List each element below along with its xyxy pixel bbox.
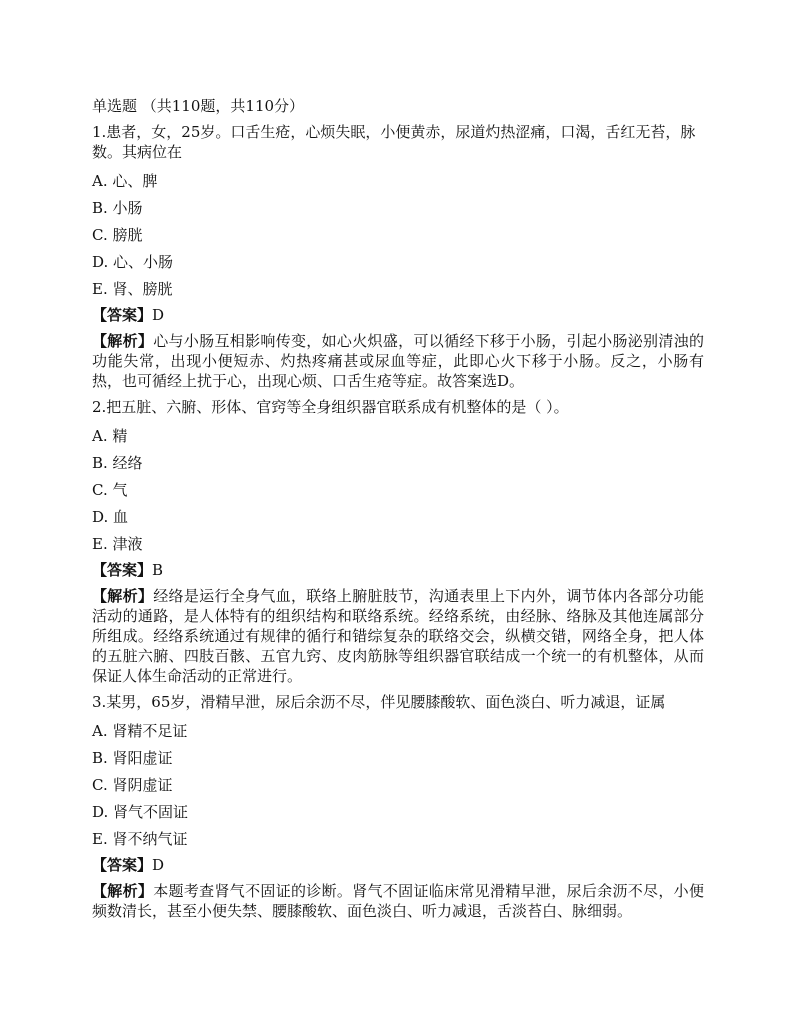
- option-a: A. 心、脾: [92, 172, 158, 190]
- option-b: B. 肾阳虚证: [92, 749, 173, 767]
- analysis-tag: 【解析】: [92, 587, 154, 605]
- answer-value: B: [152, 561, 164, 579]
- analysis-tag: 【解析】: [92, 882, 154, 900]
- analysis-text: 经络是运行全身气血，联络上腑脏肢节，沟通表里上下内外，调节体内各部分功能活动的通路，是人体特有的组织结构和联络系统。经络系统，由经脉、络脉及其他连属部分所组成。经络系统通过有规律的循行和错综复杂的联络交会，纵横交错，网络全身，把人体的五脏六腑、四肢百骸、五官九窍、皮肉筋脉等组织器官联结成一个统一的有机整体，从而保证人体生命活动的正常进行。: [92, 587, 704, 685]
- answer-line: [92, 560, 704, 580]
- option-e: E. 肾不纳气证: [92, 830, 188, 848]
- answer-line: [92, 855, 704, 875]
- option-b: B. 小肠: [92, 199, 143, 217]
- option-b: B. 经络: [92, 454, 143, 472]
- option-d: D. 心、小肠: [92, 253, 174, 271]
- section-header: 单选题 （共110题，共110分）: [92, 97, 305, 115]
- question-stem: 1.患者，女，25岁。口舌生疮，心烦失眠，小便黄赤，尿道灼热涩痛，口渴，舌红无苔，脉数。其病位在: [92, 123, 696, 161]
- question-stem: 2.把五脏、六腑、形体、官窍等全身组织器官联系成有机整体的是（ ）。: [92, 398, 569, 416]
- option-d: D. 血: [92, 508, 129, 526]
- analysis-line: [92, 331, 704, 391]
- question-block: [92, 692, 704, 921]
- answer-tag: 【答案】: [92, 856, 153, 874]
- option-e: E. 津液: [92, 535, 143, 553]
- analysis-text: 心与小肠互相影响传变，如心火炽盛，可以循经下移于小肠，引起小肠泌别清浊的功能失常，出现小便短赤、灼热疼痛甚或尿血等症，此即心火下移于小肠。反之，小肠有热，也可循经上扰于心，出现心烦、口舌生疮等症。故答案选D。: [92, 332, 704, 390]
- analysis-line: [92, 586, 704, 686]
- question-stem: 3.某男，65岁，滑精早泄，尿后余沥不尽，伴见腰膝酸软、面色淡白、听力减退，证属: [92, 693, 666, 711]
- exam-page: [92, 96, 704, 927]
- option-a: A. 肾精不足证: [92, 722, 188, 740]
- answer-line: [92, 305, 704, 325]
- analysis-tag: 【解析】: [92, 332, 154, 350]
- option-a: A. 精: [92, 427, 128, 445]
- answer-tag: 【答案】: [92, 561, 153, 579]
- answer-tag: 【答案】: [92, 306, 153, 324]
- option-d: D. 肾气不固证: [92, 803, 189, 821]
- analysis-line: [92, 881, 704, 921]
- answer-value: D: [152, 856, 165, 874]
- option-c: C. 膀胱: [92, 226, 143, 244]
- question-block: [92, 122, 704, 391]
- answer-value: D: [152, 306, 165, 324]
- option-c: C. 气: [92, 481, 128, 499]
- analysis-text: 本题考查肾气不固证的诊断。肾气不固证临床常见滑精早泄，尿后余沥不尽，小便频数清长，甚至小便失禁、腰膝酸软、面色淡白、听力减退，舌淡苔白、脉细弱。: [92, 882, 704, 920]
- question-block: [92, 397, 704, 686]
- option-c: C. 肾阴虚证: [92, 776, 173, 794]
- option-e: E. 肾、膀胱: [92, 280, 173, 298]
